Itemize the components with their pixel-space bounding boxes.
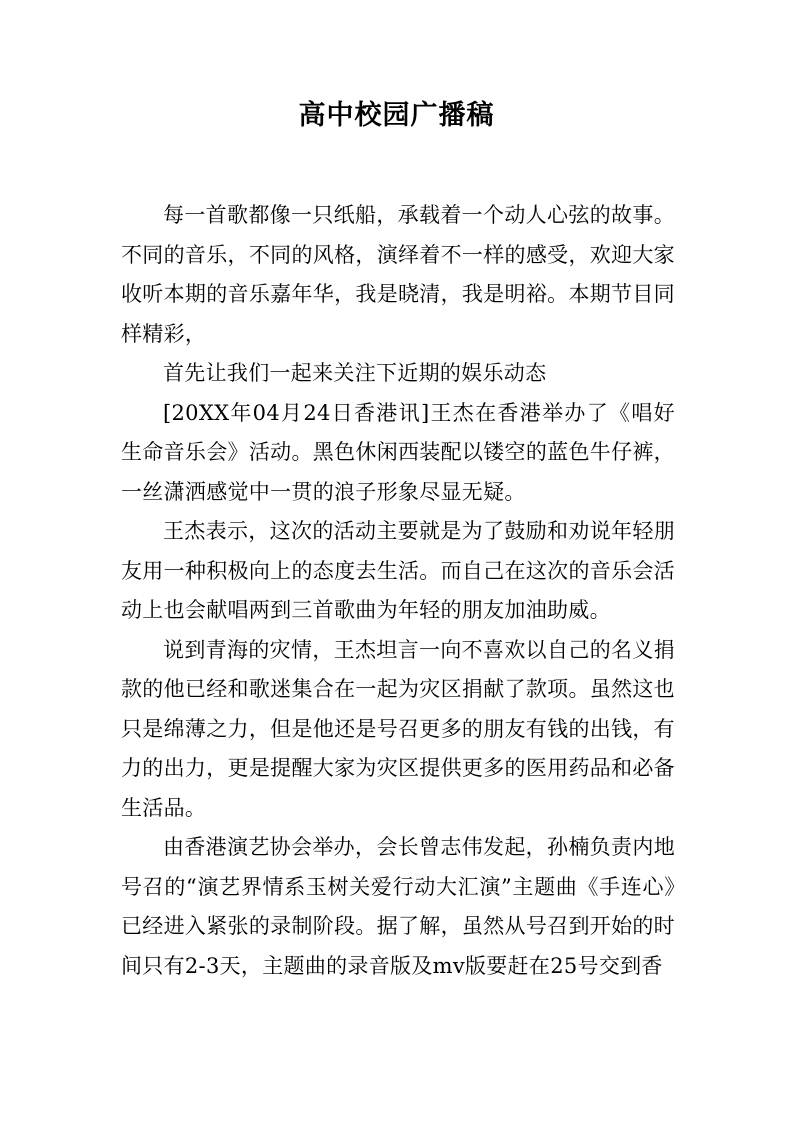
paragraph-intro: 每一首歌都像一只纸船，承载着一个动人心弦的故事。不同的音乐，不同的风格，演绎着不一样的感受，欢迎大家收听本期的音乐嘉年华，我是晓清，我是明裕。本期节目同样精彩， [121, 203, 675, 346]
paragraph-news-report: [20XX年04月24日香港讯]王杰在香港举办了《唱好生命音乐会》活动。黑色休闲西装配以镂空的蓝色牛仔裤，一丝潇洒感觉中一贯的浪子形象尽显无疑。 [121, 400, 675, 504]
paragraph-theme-song: 由香港演艺协会举办，会长曾志伟发起，孙楠负责内地号召的“演艺界情系玉树关爱行动大汇演”主题曲《手连心》已经进入紧张的录制阶段。据了解，虽然从号召到开始的时间只有2-3天，主题曲的录音版及mv版要赶在25号交到香 [121, 835, 675, 978]
document-title: 高中校园广播稿 [298, 100, 495, 131]
paragraph-entertainment-news: 首先让我们一起来关注下近期的娱乐动态 [163, 361, 547, 385]
document-body [121, 196, 675, 986]
paragraph-wang-jie-statement: 王杰表示，这次的活动主要就是为了鼓励和劝说年轻朋友用一种积极向上的态度去生活。而自己在这次的音乐会活动上也会献唱两到三首歌曲为年轻的朋友加油助威。 [121, 519, 675, 622]
paragraph-disaster-relief: 说到青海的灾情，王杰坦言一向不喜欢以自己的名义捐款的他已经和歌迷集合在一起为灾区捐献了款项。虽然这也只是绵薄之力，但是他还是号召更多的朋友有钱的出钱，有力的出力，更是提醒大家为灾区提供更多的医用药品和必备生活品。 [121, 637, 675, 820]
